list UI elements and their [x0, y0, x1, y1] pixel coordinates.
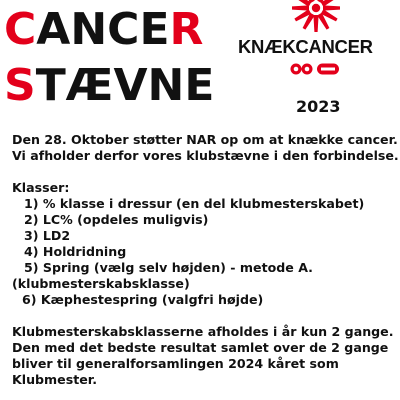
class-item: 4) Holdridning: [24, 244, 127, 259]
intro-line: Den 28. Oktober støtter NAR op om at knække cancer.: [12, 132, 398, 147]
outro-line: Klubmester.: [12, 372, 97, 387]
class-item: 5) Spring (vælg selv højden) - metode A.: [24, 260, 313, 275]
title-letter: R: [169, 4, 204, 55]
partner-marks: [290, 62, 342, 76]
classes-heading: Klasser:: [12, 180, 70, 195]
title-letter: S: [4, 60, 36, 111]
outro-line: Den med det bedste resultat samlet over de 2 gange: [12, 340, 389, 355]
outro-line: bliver til generalforsamlingen 2024 kåret som: [12, 356, 339, 371]
title-line-cancer: [4, 4, 204, 55]
class-item: 6) Kæphestespring (valgfri højde): [22, 292, 264, 307]
tv2-logo-icon: [317, 64, 339, 75]
class-item-note: (klubmesterskabsklasse): [12, 276, 190, 291]
infinity-icon: [291, 64, 313, 75]
outro-line: Klubmesterskabsklasserne afholdes i år kun 2 gange.: [12, 324, 394, 339]
event-year: 2023: [296, 97, 341, 116]
starburst-icon: [275, 0, 357, 38]
class-item: 1) % klasse i dressur (en del klubmesterskabet): [24, 196, 365, 211]
title-letters: ANCE: [36, 4, 170, 55]
class-item: 3) LD2: [24, 228, 71, 243]
title-letter: C: [4, 4, 37, 55]
announcement-body: [12, 132, 399, 388]
logo-brand-text: KNÆKCANCER: [238, 36, 373, 57]
title-letters: TÆVNE: [35, 60, 215, 111]
class-item: 2) LC% (opdeles muligvis): [24, 212, 209, 227]
intro-line: Vi afholder derfor vores klubstævne i den forbindelse.: [12, 148, 399, 163]
title-line-staevne: [4, 60, 215, 111]
